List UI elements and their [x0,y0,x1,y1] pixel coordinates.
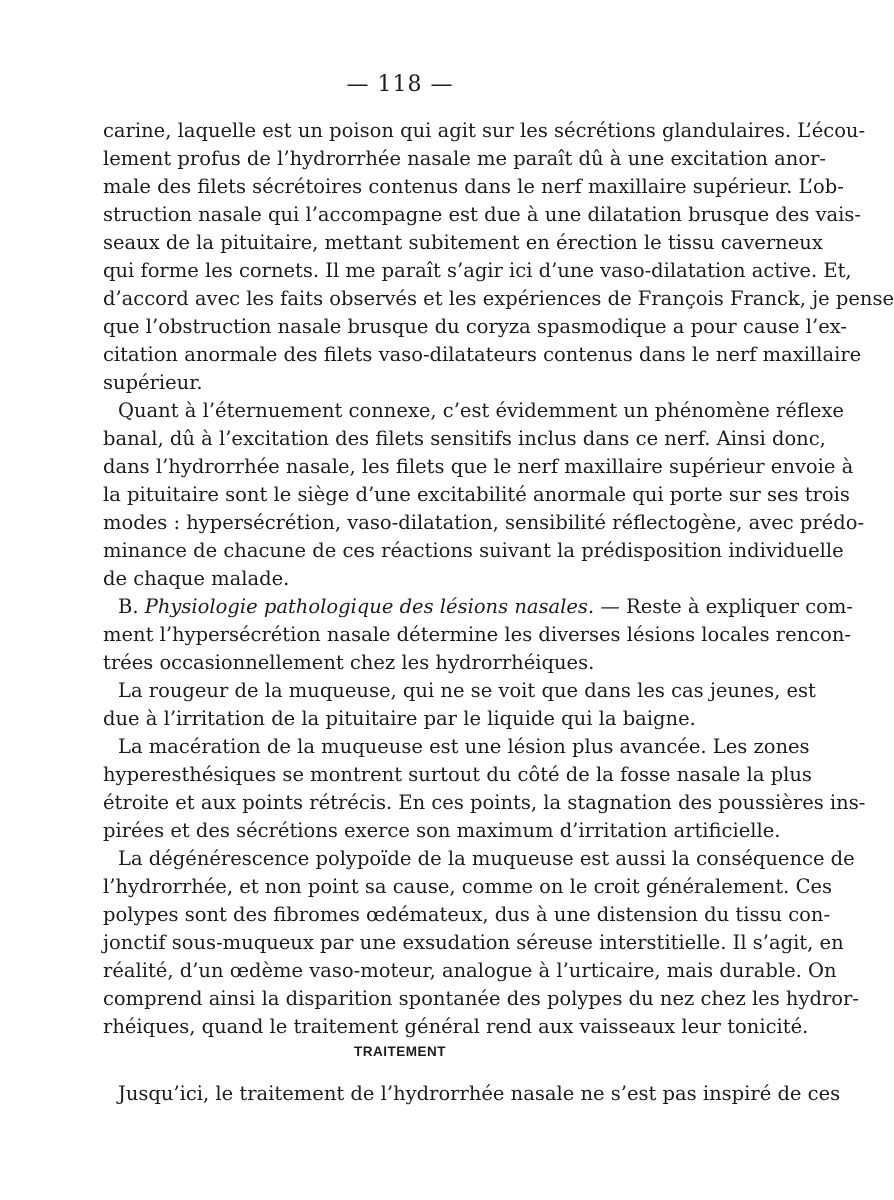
text-line: seaux de la pituitaire, mettant subitement en érection le tissu caverneux [103,231,823,254]
text-line: carine, laquelle est un poison qui agit sur les sécrétions glandulaires. L’écou- [103,119,866,142]
text-line: dans l’hydrorrhée nasale, les filets que le nerf maxillaire supérieur envoie à [103,455,854,478]
text-line: la pituitaire sont le siège d’une excitabilité anormale qui porte sur ses trois [103,483,850,506]
text-line: de chaque malade. [103,567,290,590]
text-line: que l’obstruction nasale brusque du coryza spasmodique a pour cause l’ex- [103,315,847,338]
text-line: due à l’irritation de la pituitaire par le liquide qui la baigne. [103,707,696,730]
text-line: struction nasale qui l’accompagne est due à une dilatation brusque des vais- [103,203,862,226]
text-line: trées occasionnellement chez les hydrorrhéiques. [103,651,595,674]
section-b-label: B. [118,595,139,618]
section-heading: TRAITEMENT [354,1044,446,1059]
section-b-text: — Reste à expliquer com- [600,595,853,618]
text-line: jonctif sous-muqueux par une exsudation séreuse interstitielle. Il s’agit, en [103,931,844,954]
text-line: citation anormale des filets vaso-dilatateurs contenus dans le nerf maxillaire [103,343,862,366]
section-b-title: Physiologie pathologique des lésions nasales. [144,595,595,618]
text-line: étroite et aux points rétrécis. En ces points, la stagnation des poussières ins- [103,791,866,814]
text-line: Jusqu’ici, le traitement de l’hydrorrhée nasale ne s’est pas inspiré de ces [118,1082,841,1105]
text-line: pirées et des sécrétions exerce son maximum d’irritation artificielle. [103,819,781,842]
text-line: ment l’hypersécrétion nasale détermine les diverses lésions locales rencon- [103,623,852,646]
text-line: banal, dû à l’excitation des filets sensitifs inclus dans ce nerf. Ainsi donc, [103,427,826,450]
text-line: hyperesthésiques se montrent surtout du côté de la fosse nasale la plus [103,763,812,786]
text-line: La rougeur de la muqueuse, qui ne se voit que dans les cas jeunes, est [118,679,816,702]
text-line: minance de chacune de ces réactions suivant la prédisposition individuelle [103,539,844,562]
text-line: d’accord avec les faits observés et les expériences de François Franck, je pense [103,287,894,310]
text-line: La macération de la muqueuse est une lésion plus avancée. Les zones [118,735,810,758]
text-line: male des filets sécrétoires contenus dans le nerf maxillaire supérieur. L’ob- [103,175,844,198]
text-line: qui forme les cornets. Il me paraît s’agir ici d’une vaso-dilatation active. Et, [103,259,852,282]
text-line: La dégénérescence polypoïde de la muqueuse est aussi la conséquence de [118,847,855,870]
text-line: lement profus de l’hydrorrhée nasale me paraît dû à une excitation anor- [103,147,827,170]
text-line: l’hydrorrhée, et non point sa cause, comme on le croit généralement. Ces [103,875,833,898]
text-line: comprend ainsi la disparition spontanée des polypes du nez chez les hydror- [103,987,859,1010]
text-line: réalité, d’un œdème vaso-moteur, analogue à l’urticaire, mais durable. On [103,959,837,982]
text-line: modes : hypersécrétion, vaso-dilatation, sensibilité réflectogène, avec prédo- [103,511,865,534]
text-line: supérieur. [103,371,203,394]
text-line: rhéiques, quand le traitement général rend aux vaisseaux leur tonicité. [103,1015,809,1038]
text-line: polypes sont des fibromes œdémateux, dus à une distension du tissu con- [103,903,831,926]
page-number: — 118 — [346,72,454,97]
section-b-line [118,593,853,621]
text-line: Quant à l’éternuement connexe, c’est évidemment un phénomène réflexe [118,399,844,422]
